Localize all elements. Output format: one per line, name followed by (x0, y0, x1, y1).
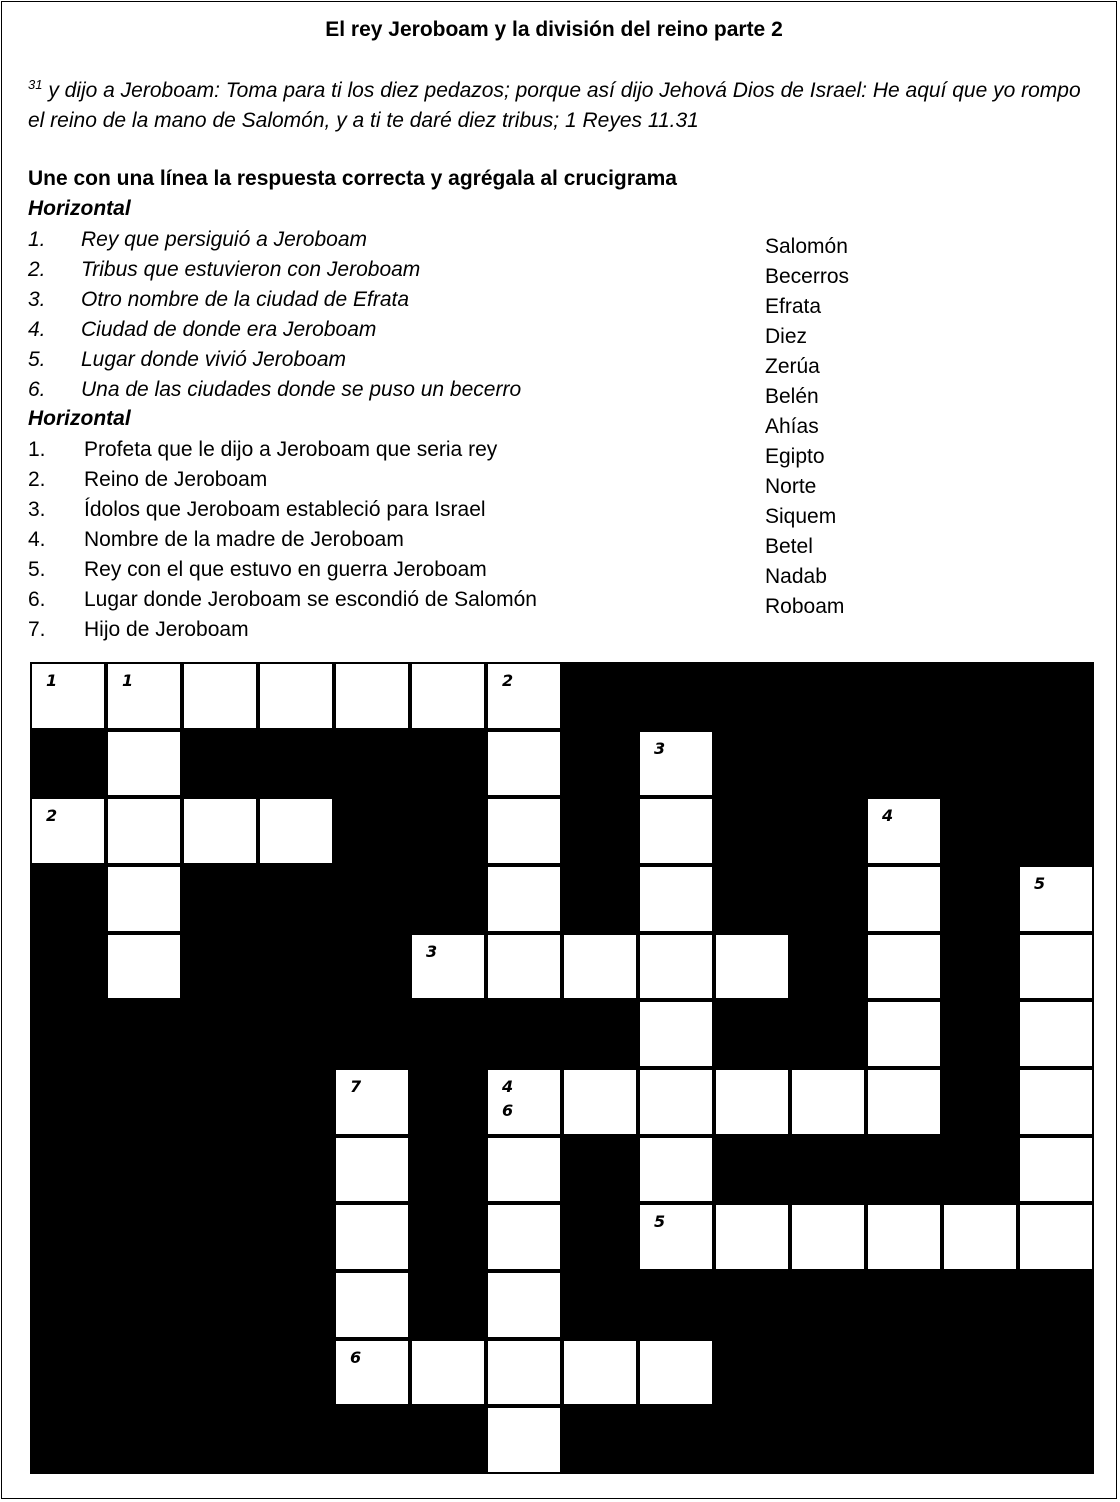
clue-number-label: 5 (1034, 874, 1046, 893)
crossword-cell[interactable] (488, 1070, 560, 1134)
clue-number: 6. (28, 588, 46, 611)
clue-number-label: 1 (46, 671, 58, 690)
crossword-cell[interactable] (1020, 1070, 1092, 1134)
crossword-cell[interactable] (412, 935, 484, 999)
crossword-cell[interactable] (792, 1205, 864, 1269)
crossword-cell[interactable] (184, 799, 256, 863)
crossword-cell[interactable] (32, 799, 104, 863)
crossword-cell[interactable] (336, 1138, 408, 1202)
crossword-grid (30, 662, 1094, 1474)
crossword-cell[interactable] (640, 1138, 712, 1202)
crossword-cell[interactable] (488, 935, 560, 999)
clue-text: Ídolos que Jeroboam estableció para Israel (84, 498, 486, 521)
crossword-cell[interactable] (108, 732, 180, 796)
crossword-cell[interactable] (1020, 1205, 1092, 1269)
crossword-cell[interactable] (1020, 1138, 1092, 1202)
clue-text: Profeta que le dijo a Jeroboam que seria rey (84, 438, 498, 461)
clue-number: 1. (28, 228, 46, 251)
crossword-cell[interactable] (488, 799, 560, 863)
verse-text: y dijo a Jeroboam: Toma para ti los diez pedazos; porque así dijo Jehová Dios de Israel: He aquí que yo rompo el reino de la mano de Salomón, y a ti te daré diez tribus; 1 Reyes 11.31 (28, 79, 1081, 132)
crossword-cell[interactable] (640, 935, 712, 999)
crossword-cell[interactable] (716, 1205, 788, 1269)
crossword-cell[interactable] (108, 935, 180, 999)
clue-text: Rey que persiguió a Jeroboam (81, 228, 368, 251)
clue-number-label: 3 (654, 738, 666, 758)
clue-number: 3. (28, 288, 46, 311)
verse-number: 31 (28, 77, 43, 92)
crossword-cell[interactable] (108, 867, 180, 931)
crossword-cell[interactable] (868, 1002, 940, 1066)
crossword-cell[interactable] (868, 867, 940, 931)
word-bank-item: Zerúa (765, 355, 820, 378)
clue-text: Una de las ciudades donde se puso un becerro (81, 378, 522, 401)
word-bank-item: Diez (765, 325, 808, 348)
clue-text: Tribus que estuvieron con Jeroboam (81, 258, 421, 281)
word-bank-item: Ahías (765, 415, 819, 438)
word-bank-item: Efrata (765, 295, 822, 318)
crossword-cell[interactable] (336, 1070, 408, 1134)
crossword-cell[interactable] (640, 1341, 712, 1405)
crossword-cell[interactable] (336, 1205, 408, 1269)
crossword-cell[interactable] (488, 1138, 560, 1202)
clue-text: Reino de Jeroboam (84, 468, 268, 491)
word-bank-item: Belén (765, 385, 819, 408)
clue-number-label: 7 (350, 1077, 362, 1096)
word-bank-item: Betel (765, 535, 813, 558)
crossword-cell[interactable] (1020, 935, 1092, 999)
crossword-cell[interactable] (488, 1341, 560, 1405)
section1-heading: Horizontal (28, 197, 131, 220)
clue-text: Hijo de Jeroboam (84, 618, 249, 641)
clue-text: Nombre de la madre de Jeroboam (84, 528, 404, 551)
crossword-cell[interactable] (108, 664, 180, 728)
crossword-cell[interactable] (564, 935, 636, 999)
clue-number: 2. (28, 468, 46, 491)
clue-number-label: 4 (502, 1077, 514, 1096)
crossword-cell[interactable] (488, 732, 560, 796)
clue-text: Rey con el que estuvo en guerra Jeroboam (84, 558, 487, 581)
clue-number-label: 3 (426, 941, 438, 961)
crossword-cell[interactable] (868, 935, 940, 999)
clue-text: Ciudad de donde era Jeroboam (81, 318, 377, 341)
crossword-cell[interactable] (412, 664, 484, 728)
word-bank-item: Salomón (765, 235, 848, 258)
clue-number: 5. (28, 348, 46, 371)
clue-number: 3. (28, 498, 46, 521)
crossword-cell[interactable] (868, 1070, 940, 1134)
clue-number: 5. (28, 558, 46, 581)
crossword-cell[interactable] (564, 1070, 636, 1134)
crossword-cell[interactable] (488, 1205, 560, 1269)
crossword-cell[interactable] (640, 799, 712, 863)
word-bank-item: Siquem (765, 505, 837, 528)
clue-number: 6. (28, 378, 46, 401)
crossword-cell[interactable] (488, 1273, 560, 1337)
crossword-cell[interactable] (412, 1341, 484, 1405)
clue-text: Lugar donde Jeroboam se escondió de Salomón (84, 588, 537, 611)
crossword-cell[interactable] (640, 867, 712, 931)
crossword-cell[interactable] (944, 1205, 1016, 1269)
clue-number-label: 6 (350, 1347, 362, 1367)
crossword-cell[interactable] (868, 1205, 940, 1269)
section2-heading: Horizontal (28, 407, 131, 430)
crossword-cell[interactable] (336, 1273, 408, 1337)
clue-number: 4. (28, 318, 46, 341)
crossword-cell[interactable] (32, 664, 104, 728)
crossword-cell[interactable] (1020, 867, 1092, 931)
word-bank-item: Nadab (765, 565, 827, 588)
crossword-cell[interactable] (488, 1408, 560, 1472)
crossword-cell[interactable] (488, 664, 560, 728)
crossword-cell[interactable] (640, 732, 712, 796)
word-bank (765, 232, 849, 622)
clue-number-label: 6 (502, 1101, 514, 1120)
clue-number-label: 4 (882, 806, 894, 826)
crossword-cell[interactable] (716, 1070, 788, 1134)
crossword-cell[interactable] (336, 1341, 408, 1405)
clue-number-label: 2 (502, 671, 514, 690)
clue-number-label: 5 (654, 1212, 666, 1232)
crossword-cell[interactable] (716, 935, 788, 999)
word-bank-item: Norte (765, 475, 817, 498)
crossword-cell[interactable] (1020, 1002, 1092, 1066)
word-bank-item: Egipto (765, 445, 825, 468)
instruction: Une con una línea la respuesta correcta y agrégala al crucigrama (28, 167, 677, 190)
clue-text: Otro nombre de la ciudad de Efrata (81, 288, 410, 311)
crossword-cell[interactable] (108, 799, 180, 863)
crossword-cell[interactable] (868, 799, 940, 863)
word-bank-item: Roboam (765, 595, 845, 618)
worksheet-title: El rey Jeroboam y la división del reino parte 2 (325, 18, 783, 41)
word-bank-item: Becerros (765, 265, 850, 288)
clue-number-label: 1 (122, 671, 134, 690)
clue-number-label: 2 (46, 806, 58, 826)
crossword-cell[interactable] (488, 867, 560, 931)
clue-number: 4. (28, 528, 46, 551)
clue-number: 7. (28, 618, 46, 641)
crossword-cell[interactable] (640, 1070, 712, 1134)
clue-number: 2. (28, 258, 46, 281)
bible-verse (28, 76, 1098, 136)
crossword-cell[interactable] (260, 799, 332, 863)
crossword-cell[interactable] (184, 664, 256, 728)
crossword-cell[interactable] (792, 1070, 864, 1134)
crossword-cell[interactable] (260, 664, 332, 728)
clue-number: 1. (28, 438, 46, 461)
crossword-cell[interactable] (564, 1341, 636, 1405)
clue-text: Lugar donde vivió Jeroboam (81, 348, 347, 371)
crossword-cell[interactable] (640, 1002, 712, 1066)
crossword-cell[interactable] (640, 1205, 712, 1269)
crossword-cell[interactable] (336, 664, 408, 728)
